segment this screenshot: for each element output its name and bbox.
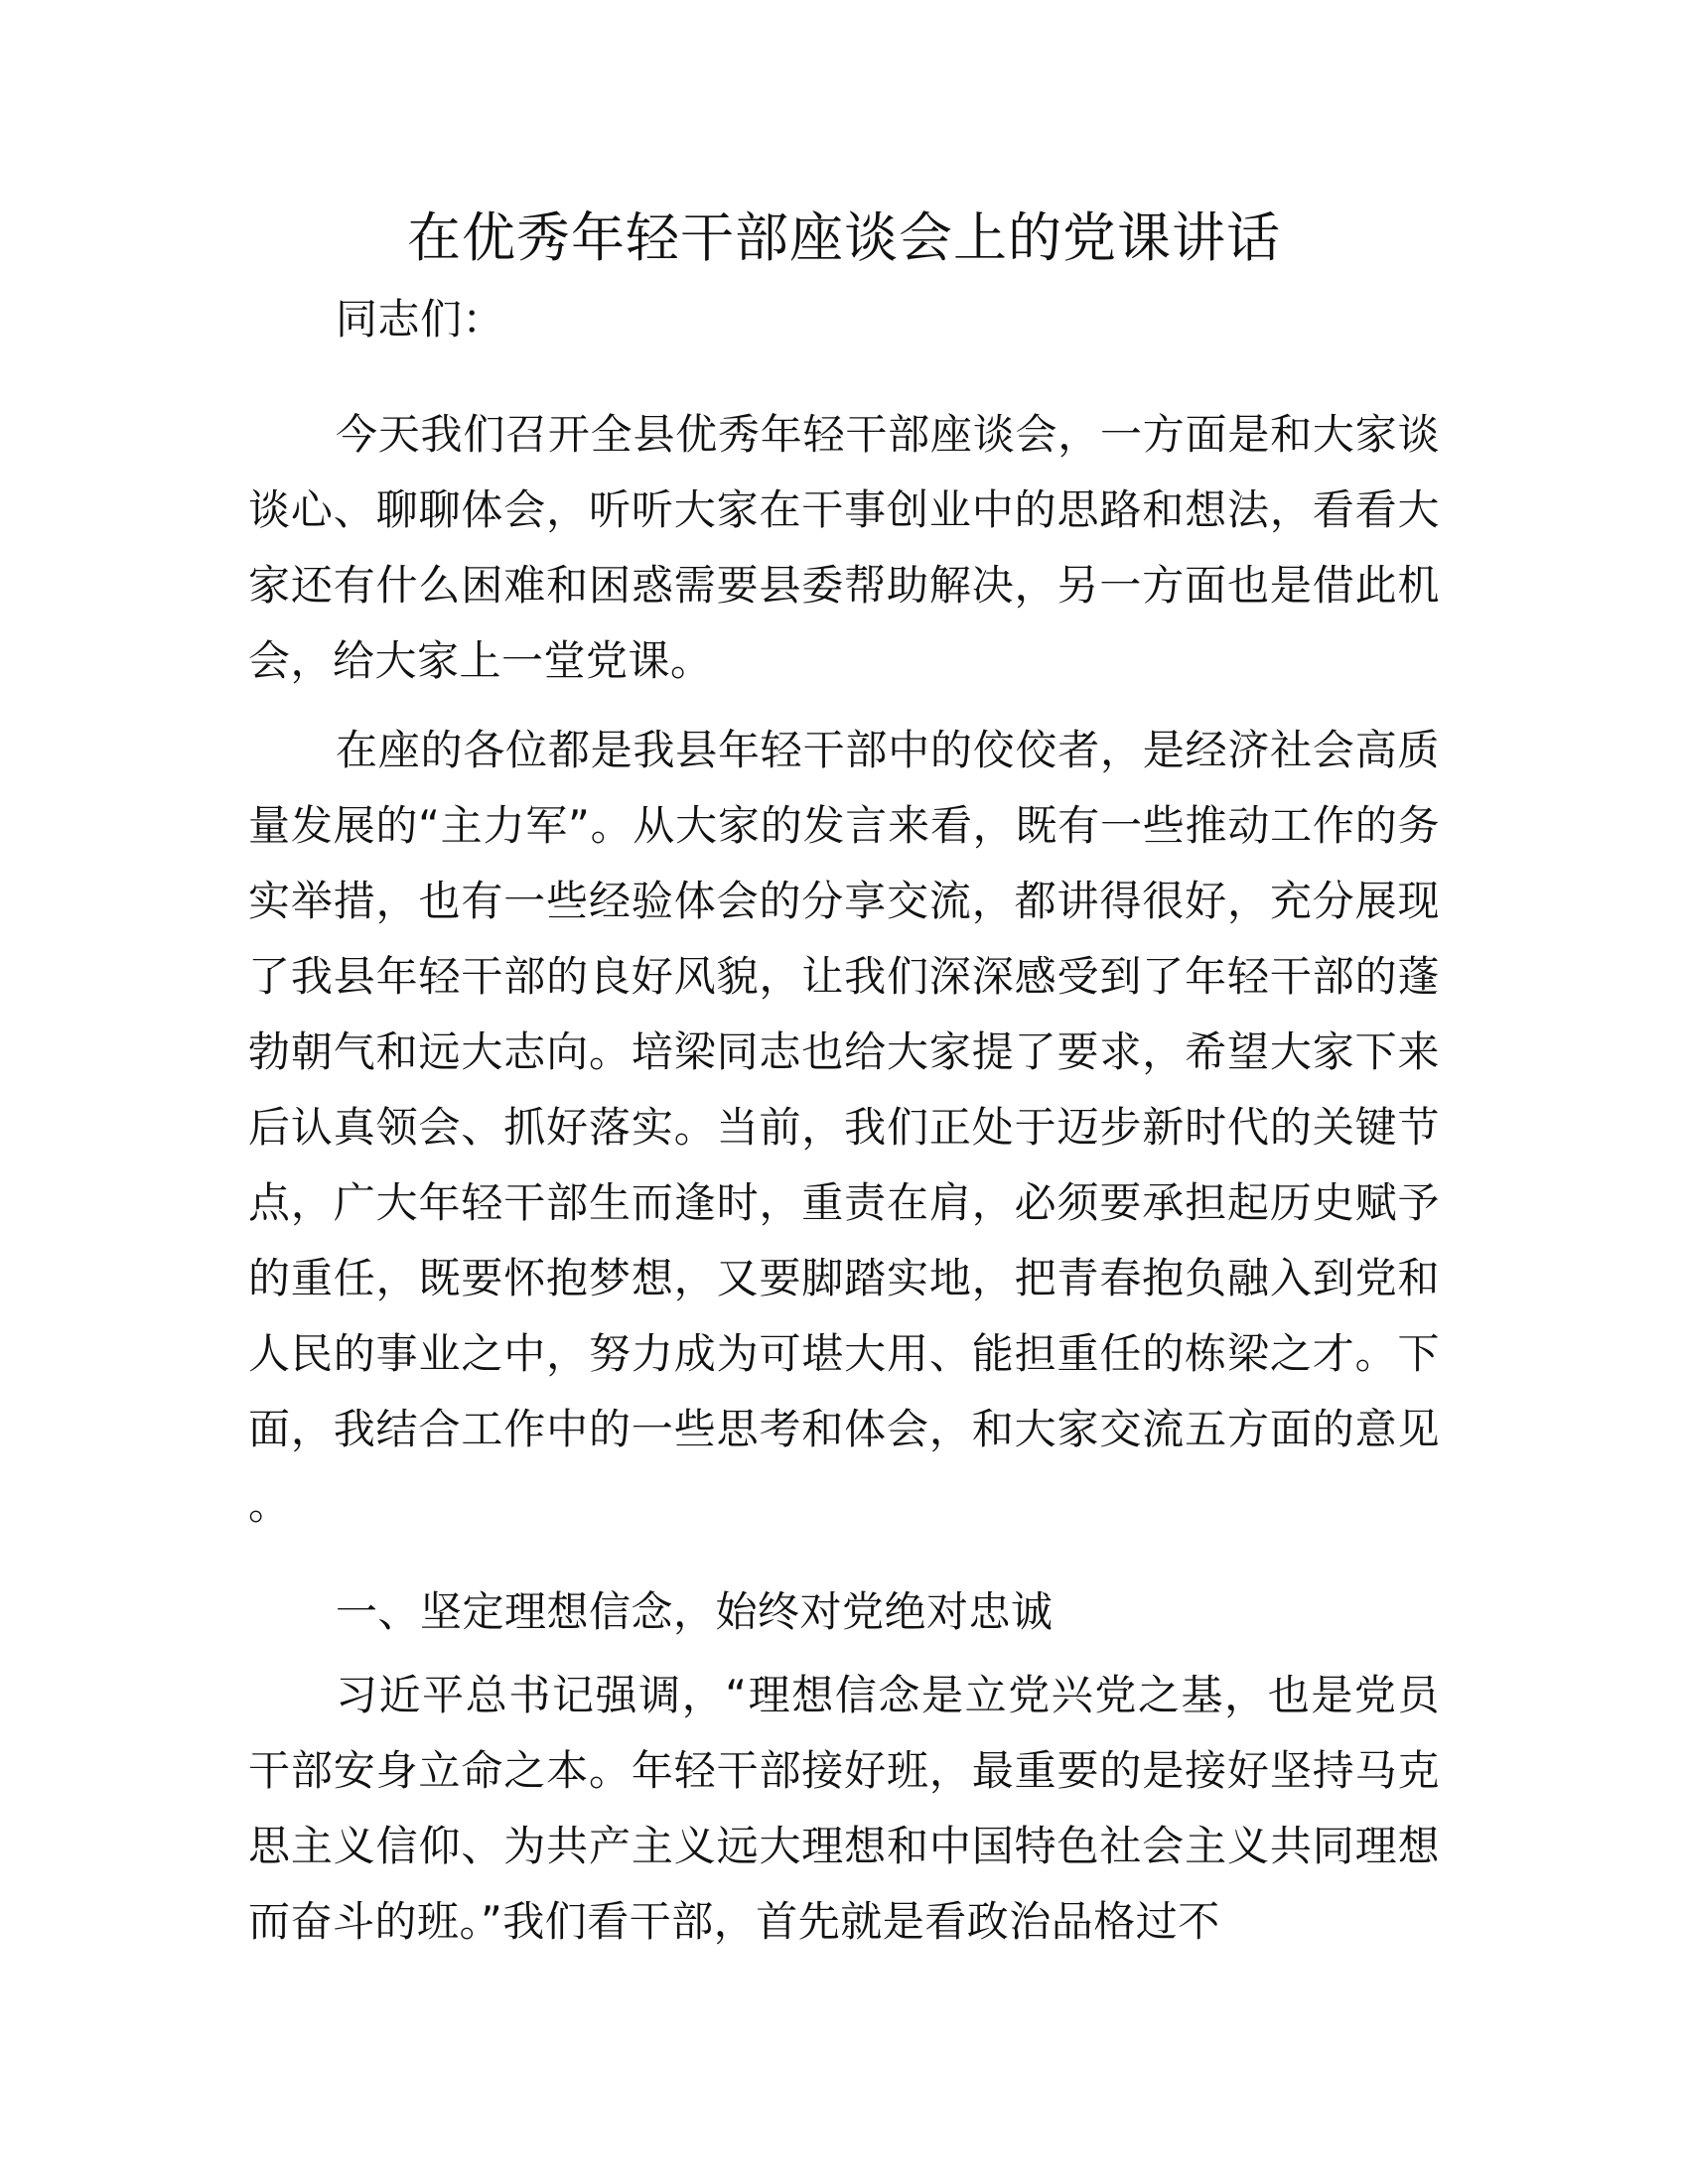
section-paragraph: 习近平总书记强调，“理想信念是立党兴党之基，也是党员干部安身立命之本。年轻干部接好班，最重要的是接好坚持马克思主义信仰、为共产主义远大理想和中国特色社会主义共同理想而奋斗的班。”我们看干部，首先就是看政治品格过不: [248, 1671, 1440, 1946]
salutation: 同志们：: [336, 295, 505, 343]
paragraph-context: 在座的各位都是我县年轻干部中的佼佼者，是经济社会高质量发展的“主力军”。从大家的发言来看，既有一些推动工作的务实举措，也有一些经验体会的分享交流，都讲得很好，充分展现了我县年轻干部的良好风貌，让我们深深感受到了年轻干部的蓬勃朝气和远大志向。培梁同志也给大家提了要求，希望大家下来后认真领会、抓好落实。当前，我们正处于迈步新时代的关键节点，广大年轻干部生而逢时，重责在肩，必须要承担起历史赋予的重任，既要怀抱梦想，又要脚踏实地，把青春抱负融入到党和人民的事业之中，努力成为可堪大用、能担重任的栋梁之才。下面，我结合工作中的一些思考和体会，和大家交流五方面的意见。: [248, 726, 1440, 1529]
document-title: 在优秀年轻干部座谈会上的党课讲话: [407, 206, 1281, 269]
paragraph-intro: 今天我们召开全县优秀年轻干部座谈会，一方面是和大家谈谈心、聊聊体会，听听大家在干事创业中的思路和想法，看看大家还有什么困难和困惑需要县委帮助解决，另一方面也是借此机会，给大家上一堂党课。: [248, 410, 1440, 685]
section-heading: 一、坚定理想信念，始终对党绝对忠诚: [336, 1587, 1054, 1636]
